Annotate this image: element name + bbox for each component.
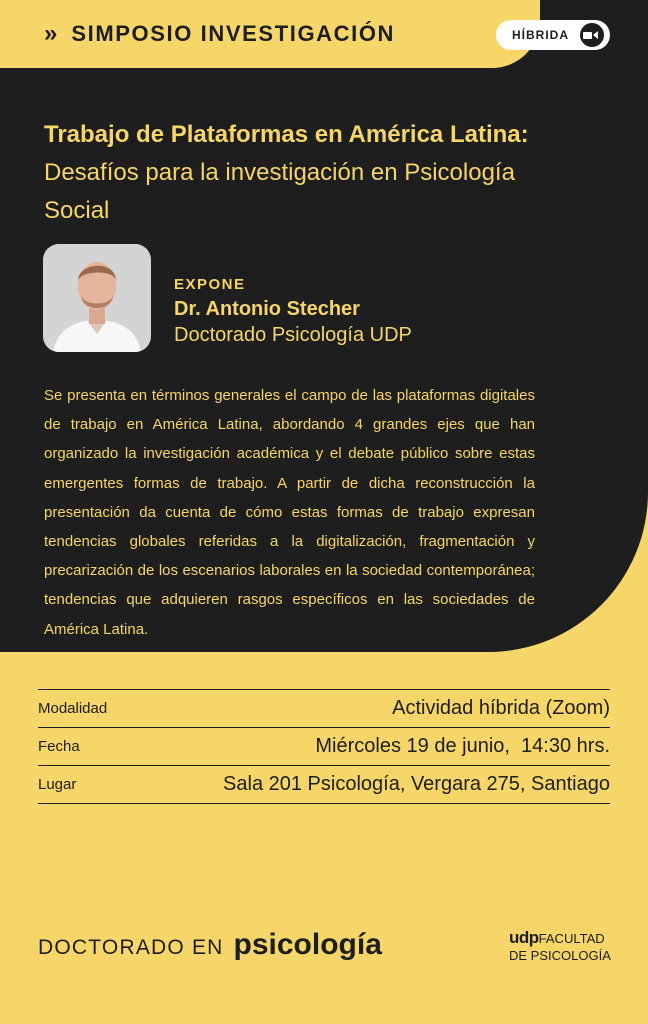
talk-title xyxy=(44,116,564,230)
double-chevron-icon: » xyxy=(44,20,52,47)
talk-title-bold: Trabajo de Plataformas en América Latina: xyxy=(44,121,529,148)
detail-label: Modalidad xyxy=(38,700,108,717)
speaker-affiliation: Doctorado Psicología UDP xyxy=(174,324,412,346)
faculty-line-2: DE PSICOLOGÍA xyxy=(509,948,611,963)
detail-value: Sala 201 Psicología, Vergara 275, Santiago xyxy=(223,773,610,795)
detail-label: Fecha xyxy=(38,738,80,755)
event-details xyxy=(38,689,610,804)
detail-label: Lugar xyxy=(38,776,77,793)
hybrid-badge xyxy=(496,20,610,50)
talk-title-regular: Desafíos para la investigación en Psicología Social xyxy=(44,159,515,224)
speaker-name: Dr. Antonio Stecher xyxy=(174,298,360,320)
detail-row-modalidad xyxy=(38,689,610,727)
udp-logo: udp xyxy=(509,928,539,947)
video-camera-icon xyxy=(580,23,604,47)
speaker-label: EXPONE xyxy=(174,276,246,293)
abstract: Se presenta en términos generales el campo de las plataformas digitales de trabajo en América Latina, abordando 4 grandes ejes que han organizado la investigación académica y el debate público sobre estas emergentes formas de trabajo. A partir de dicha reconstrucción la presentación da cuenta de cómo estas formas de trabajo expresan tendencias globales referidas a la digitalización, fragmentación y precarización de los escenarios laborales en la sociedad contemporánea; tendencias que adquieren rasgos específicos en las sociedades de América Latina. xyxy=(44,387,535,638)
detail-value: Actividad híbrida (Zoom) xyxy=(392,697,610,719)
program-logo xyxy=(38,928,382,962)
series-banner xyxy=(0,0,540,68)
program-prefix: DOCTORADO EN xyxy=(38,936,224,959)
detail-row-fecha xyxy=(38,727,610,765)
speaker-photo xyxy=(43,244,151,352)
faculty-line-1: FACULTAD xyxy=(538,931,605,946)
program-name: psicología xyxy=(233,928,382,961)
series-title: SIMPOSIO INVESTIGACIÓN xyxy=(71,21,396,46)
faculty-logo xyxy=(509,929,611,964)
detail-value: Miércoles 19 de junio, 14:30 hrs. xyxy=(315,735,610,757)
detail-row-lugar xyxy=(38,765,610,804)
badge-label: HÍBRIDA xyxy=(512,28,569,42)
